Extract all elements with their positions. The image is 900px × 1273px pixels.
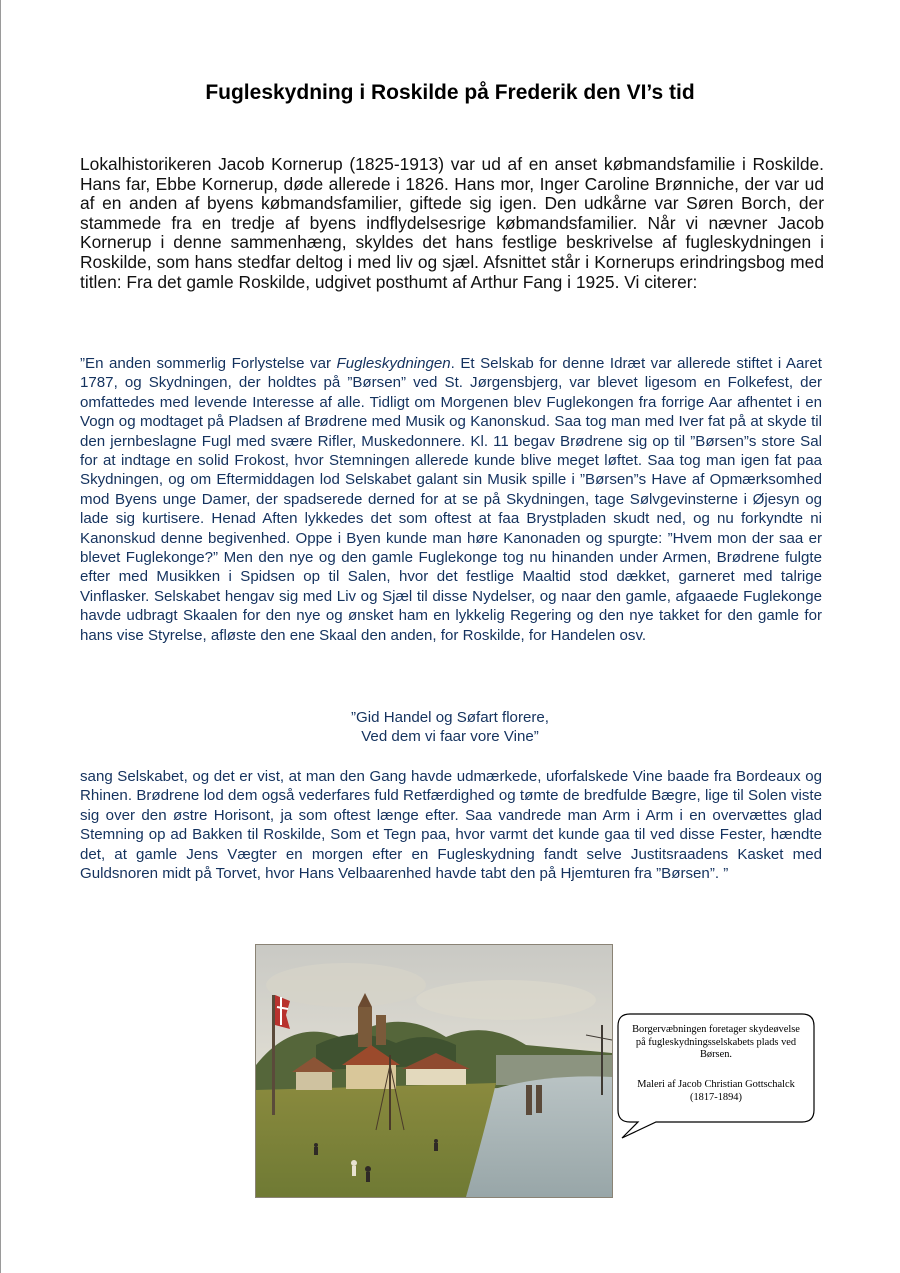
quote-text-lead: ”En anden sommerlig Forlystelse var — [80, 355, 337, 372]
verse-line-2: Ved dem vi faar vore Vine” — [361, 728, 539, 746]
caption-attribution: Maleri af Jacob Christian Gottschalck (1817-1894) — [637, 1079, 795, 1103]
painting-illustration — [256, 945, 612, 1197]
verse-line-1: ”Gid Handel og Søfart florere, — [351, 709, 549, 726]
quote-text-body: . Et Selskab for denne Idræt var allerede stiftet i Aaret 1787, og Skydningen, der holdtes på ”Børsen” ved St. Jørgensbjerg, var blevet ligesom en Folkefest, der omfattedes med levende Interesse af alle. Tidligt om Morgenen blev Fuglekongen fra forrige Aar afhentet i en Vogn og modtaget på Pladsen af Brødrene med Musik og Kanonskud. Saa tog man med Iver fat på at skyde til den jernbeslagne Fugl med svære Rifler, Muskedonnere. Kl. 11 begav Brødrene sig op til ”Børsen”s store Sal for at indtage en solid Frokost, hvor Stemningen allerede kunde blive meget løftet. Saa tog man igen fat paa Skydningen, og om Eftermiddagen lod Selskabet galant sin Musik spille i ”Børsen”s Have af Opmærksomhed mod Byens unge Damer, der spadserede derned for at se på Skydningen, tage Sølvgevinsterne i Øjesyn og lade sig kurtisere. Henad Aften lykkedes det som oftest at faa Brystpladen skudt ned, og nu forkyndte ni Kanonskud denne begivenhed. Oppe i Byen kunde man høre Kanonaden og spurgte: ”Hvem mon der saa er blevet Fuglekonge?” Men den nye og den gamle Fuglekonge tog nu hinanden under Armen, Brødrene fulgte efter med Musikken i Spidsen op til Salen, hvor det festlige Maaltid stod dækket, garneret med talrige Vinflasker. Selskabet hengav sig med Liv og Sjæl til disse Nydelser, og naar den gamle, afgaaede Fuglekonge havde udbragt Skaalen for den nye og ønsket ham en lykkelig Regering og den nye takket for den gamle for hans vise Styrelse, afløste den ene Skaal den anden, for Roskilde, for Handelen osv. — [80, 355, 822, 644]
painting-image — [255, 944, 613, 1198]
quote-paragraph-2: sang Selskabet, og det er vist, at man den Gang havde udmærkede, uforfalskede Vine baade fra Bordeaux og Rhinen. Brødrene lod dem også vederfares fuld Retfærdighed og tømte de bredfulde Bægre, lige til Solen viste sig over den østre Horisont, ja som oftest længe efter. Saa vandrede man Arm i Arm i en overvættes glad Stemning op ad Bakken til Roskilde, Som et Tegn paa, hvor varmt det kunde gaa til ved disse Fester, hændte det, at gamle Jens Vægter en morgen efter en Fugleskydning fandt selve Justitsraadens Kasket med Guldsnoren midt på Torvet, hvor Hans Velbaarenhed havde tabt den på Hjemturen fra ”Børsen”. ” — [80, 768, 822, 883]
page-edge-line — [0, 0, 1, 1273]
quote-italic-term: Fugleskydningen — [336, 355, 451, 372]
quote-paragraph-1 — [80, 354, 822, 645]
caption-description: Borgervæbningen foretager skydeøvelse på fugleskydningsselskabets plads ved Børsen. — [632, 1024, 800, 1061]
page-title: Fugleskydning i Roskilde på Frederik den VI’s tid — [205, 81, 695, 104]
quote-verse — [0, 708, 900, 747]
intro-paragraph: Lokalhistorikeren Jacob Kornerup (1825-1913) var ud af en anset købmandsfamilie i Roskilde. Hans far, Ebbe Kornerup, døde allerede i 1826. Hans mor, Inger Caroline Brønniche, der var ud af en anden af byens købmandsfamilier, giftede sig igen. Den udkårne var Søren Borch, der stammede fra en tredje af byens indflydelsesrige købmandsfamilier. Når vi nævner Jacob Kornerup i denne sammenhæng, skyldes det hans festlige beskrivelse af fugleskydningen i Roskilde, som hans stedfar deltog i med liv og sjæl. Afsnittet står i Kornerups erindringsbog med titlen: Fra det gamle Roskilde, udgivet posthumt af Arthur Fang i 1925. Vi citerer: — [80, 154, 824, 292]
